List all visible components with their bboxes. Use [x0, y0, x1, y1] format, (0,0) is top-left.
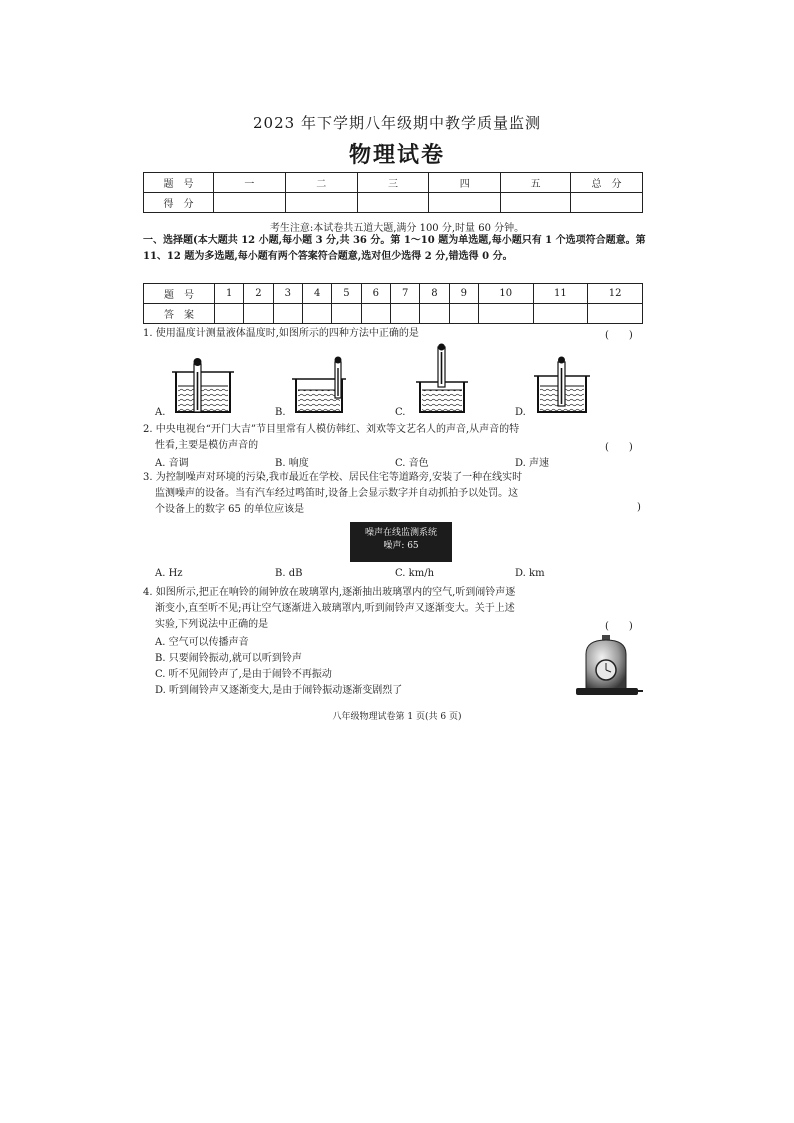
- noise-monitor-title: 噪声在线监测系统: [364, 528, 437, 538]
- score-cell[interactable]: [285, 193, 357, 213]
- answer-number: 10: [478, 284, 533, 304]
- answer-number: 7: [390, 284, 419, 304]
- score-table: [143, 172, 643, 213]
- score-header-5: 五: [501, 173, 571, 193]
- exam-notice: 考生注意:本试卷共五道大题,满分 100 分,时量 60 分钟。: [269, 223, 525, 234]
- q3-option-b[interactable]: B. dB: [275, 568, 303, 579]
- answer-number: 6: [361, 284, 390, 304]
- section-heading: 一、选择题(本大题共 12 小题,每小题 3 分,共 36 分。第 1～10 题为单选题,每小题只有 1 个选项符合题意。第 11、12 题为多选题,每小题有两个答案符合题意,选对但少选得 2 分,错选得 0 分。: [143, 235, 646, 262]
- answer-cell[interactable]: [273, 304, 302, 324]
- q3-stem-line3: 个设备上的数字 65 的单位应该是: [155, 504, 305, 515]
- answer-cell[interactable]: [420, 304, 449, 324]
- score-cell[interactable]: [570, 193, 642, 213]
- answer-number: 2: [244, 284, 273, 304]
- score-row-label: 得 分: [144, 193, 214, 213]
- page-footer: 八年级物理试卷第 1 页(共 6 页): [332, 712, 462, 722]
- q2-option-c[interactable]: C. 音色: [395, 458, 429, 469]
- answer-cell[interactable]: [533, 304, 588, 324]
- score-header-3: 三: [357, 173, 429, 193]
- score-header-4: 四: [429, 173, 501, 193]
- q4-answer-paren: ( ): [605, 621, 633, 632]
- q4-option-b[interactable]: B. 只要闹铃振动,就可以听到铃声: [155, 653, 302, 664]
- q3-option-c[interactable]: C. km/h: [395, 568, 435, 579]
- q2-option-d[interactable]: D. 声速: [515, 458, 550, 469]
- noise-monitor-reading: 噪声: 65: [383, 541, 419, 551]
- score-cell[interactable]: [429, 193, 501, 213]
- q4-option-c[interactable]: C. 听不见闹铃声了,是由于闹铃不再振动: [155, 669, 332, 680]
- bell-jar-figure: [572, 634, 644, 698]
- q1-stem: 1. 使用温度计测量液体温度时,如图所示的四种方法中正确的是: [143, 328, 419, 339]
- q3-stem-line2: 监测噪声的设备。当有汽车经过鸣笛时,设备上会显示数字并自动抓拍予以处罚。这: [155, 488, 519, 499]
- q2-answer-paren: ( ): [605, 442, 633, 453]
- noise-monitor-display: [350, 522, 452, 562]
- answer-number: 8: [420, 284, 449, 304]
- answer-number: 3: [273, 284, 302, 304]
- answer-header-label: 题 号: [144, 284, 215, 304]
- answer-cell[interactable]: [390, 304, 419, 324]
- bell-jar-knob: [602, 635, 610, 640]
- beaker-b-figure: [292, 357, 346, 413]
- score-cell[interactable]: [357, 193, 429, 213]
- q1-option-d[interactable]: D.: [515, 407, 526, 418]
- answer-cell[interactable]: [361, 304, 390, 324]
- beaker-c-figure: [416, 344, 468, 413]
- score-header-1: 一: [214, 173, 286, 193]
- answer-number: 1: [215, 284, 244, 304]
- beaker-d-figure: [534, 357, 590, 413]
- answer-number: 11: [533, 284, 588, 304]
- q3-option-d[interactable]: D. km: [515, 568, 545, 579]
- score-header-total: 总 分: [570, 173, 642, 193]
- answer-cell[interactable]: [302, 304, 331, 324]
- q3-answer-paren: ): [637, 502, 641, 513]
- answer-cell[interactable]: [215, 304, 244, 324]
- q2-option-b[interactable]: B. 响度: [275, 458, 309, 469]
- score-cell[interactable]: [501, 193, 571, 213]
- answer-table: [143, 283, 643, 324]
- q3-option-a[interactable]: A. Hz: [155, 568, 183, 579]
- answer-number: 12: [588, 284, 643, 304]
- exam-subtitle: 物理试卷: [348, 142, 445, 168]
- beaker-a-figure: [172, 358, 234, 412]
- answer-cell[interactable]: [588, 304, 643, 324]
- q2-stem-line1: 2. 中央电视台“开门大吉”节目里常有人模仿韩红、刘欢等文艺名人的声音,从声音的特: [143, 424, 520, 435]
- q4-stem-line1: 4. 如图所示,把正在响铃的闹钟放在玻璃罩内,逐渐抽出玻璃罩内的空气,听到闹铃声逐: [143, 587, 516, 598]
- q2-stem-line2: 性看,主要是模仿声音的: [155, 440, 259, 451]
- score-header-2: 二: [285, 173, 357, 193]
- answer-cell[interactable]: [332, 304, 361, 324]
- q1-option-b[interactable]: B.: [275, 407, 286, 418]
- q1-answer-paren: ( ): [605, 330, 633, 341]
- q4-option-d[interactable]: D. 听到闹铃声又逐渐变大,是由于闹铃振动逐渐变剧烈了: [155, 685, 403, 696]
- answer-cell[interactable]: [244, 304, 273, 324]
- q4-stem-line2: 渐变小,直至听不见;再让空气逐渐进入玻璃罩内,听到闹铃声又逐渐变大。关于上述: [155, 603, 515, 614]
- q4-stem-line3: 实验,下列说法中正确的是: [155, 619, 269, 630]
- q4-option-a[interactable]: A. 空气可以传播声音: [155, 637, 249, 648]
- score-cell[interactable]: [214, 193, 286, 213]
- answer-cell[interactable]: [449, 304, 478, 324]
- answer-row-label: 答 案: [144, 304, 215, 324]
- bell-jar-base: [576, 688, 638, 695]
- answer-cell[interactable]: [478, 304, 533, 324]
- q1-option-a[interactable]: A.: [155, 407, 166, 418]
- score-header-label: 题 号: [144, 173, 214, 193]
- answer-number: 5: [332, 284, 361, 304]
- answer-number: 9: [449, 284, 478, 304]
- q2-option-a[interactable]: A. 音调: [155, 458, 189, 469]
- q3-stem-line1: 3. 为控制噪声对环境的污染,我市最近在学校、居民住宅等道路旁,安装了一种在线实时: [143, 472, 523, 483]
- q1-option-c[interactable]: C.: [395, 407, 406, 418]
- answer-number: 4: [302, 284, 331, 304]
- exam-title: 2023 年下学期八年级期中教学质量监测: [253, 114, 541, 132]
